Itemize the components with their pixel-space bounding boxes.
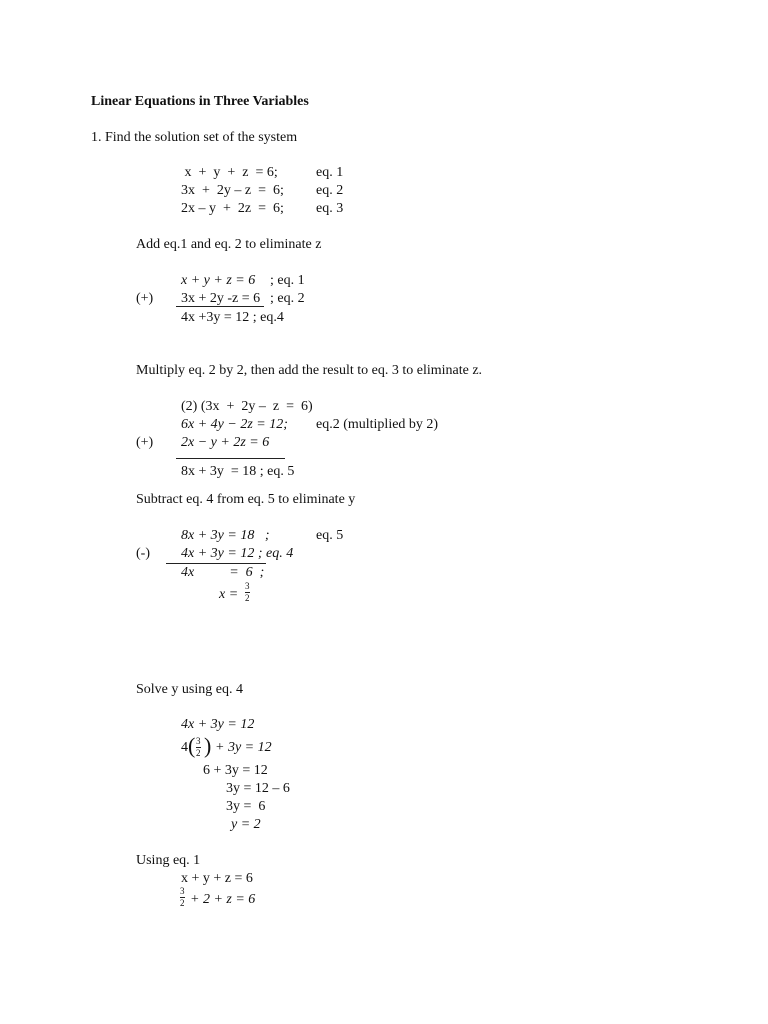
step4-line-2: + 3y = 12 <box>215 740 272 755</box>
step3-line-3: 4x = 6 ; <box>181 565 265 580</box>
step2-note: eq.2 (multiplied by 2) <box>316 417 439 432</box>
step4-line-1: 4x + 3y = 12 <box>181 717 255 732</box>
system-eq-3-tag: eq. 3 <box>316 201 344 216</box>
page-title: Linear Equations in Three Variables <box>91 94 309 109</box>
step5-instruction: Using eq. 1 <box>136 853 201 868</box>
step1-line-2-tag: ; eq. 2 <box>270 291 305 306</box>
step3-line-1-tag: eq. 5 <box>316 528 344 543</box>
step1-instruction: Add eq.1 and eq. 2 to eliminate z <box>136 237 322 252</box>
step4-line-6: y = 2 <box>231 817 261 832</box>
step5-fraction <box>180 887 185 908</box>
system-eq-2-tag: eq. 2 <box>316 183 344 198</box>
step4-line-3: 6 + 3y = 12 <box>203 763 268 778</box>
problem-statement: 1. Find the solution set of the system <box>91 130 298 145</box>
fraction-numerator: 3 <box>245 581 250 591</box>
system-eq-1-tag: eq. 1 <box>316 165 344 180</box>
fraction-numerator: 3 <box>196 736 201 746</box>
step2-sum-rule <box>176 458 285 459</box>
system-eq-2: 3x + 2y – z = 6; <box>181 183 284 198</box>
step4-line-5: 3y = 6 <box>226 799 266 814</box>
fraction-denominator: 2 <box>180 898 185 908</box>
left-paren: ( <box>188 733 196 758</box>
step3-operator: (-) <box>136 546 150 561</box>
step3-result-lhs: x = <box>219 587 239 602</box>
step2-result: 8x + 3y = 18 ; eq. 5 <box>181 464 295 479</box>
step5-line-1: x + y + z = 6 <box>181 871 253 886</box>
system-eq-1: x + y + z = 6; <box>181 165 278 180</box>
system-eq-3: 2x – y + 2z = 6; <box>181 201 284 216</box>
right-paren: ) <box>204 733 212 758</box>
step3-line-1: 8x + 3y = 18 ; <box>181 528 270 543</box>
step1-operator: (+) <box>136 291 154 306</box>
step4-coefficient: 4 <box>181 740 188 755</box>
step3-instruction: Subtract eq. 4 from eq. 5 to eliminate y <box>136 492 356 507</box>
step1-line-2: 3x + 2y -z = 6 <box>181 291 261 306</box>
fraction-denominator: 2 <box>196 748 201 758</box>
step4-instruction: Solve y using eq. 4 <box>136 682 243 697</box>
step3-result-fraction <box>245 582 250 603</box>
step1-result: 4x +3y = 12 ; eq.4 <box>181 310 284 325</box>
fraction-denominator: 2 <box>245 593 250 603</box>
step1-line-1: x + y + z = 6 <box>181 273 256 288</box>
fraction-numerator: 3 <box>180 886 185 896</box>
step1-sum-rule <box>176 306 264 307</box>
step4-fraction <box>196 737 201 758</box>
step2-instruction: Multiply eq. 2 by 2, then add the result to eq. 3 to eliminate z. <box>136 363 483 378</box>
step2-operator: (+) <box>136 435 154 450</box>
step2-line-2: 6x + 4y − 2z = 12; <box>181 417 288 432</box>
step2-line-1: (2) (3x + 2y – z = 6) <box>181 399 313 414</box>
step2-line-3: 2x − y + 2z = 6 <box>181 435 270 450</box>
step3-line-2: 4x + 3y = 12 ; eq. 4 <box>181 546 294 561</box>
step3-diff-rule <box>166 563 266 564</box>
step4-line-4: 3y = 12 – 6 <box>226 781 290 796</box>
step5-line-2: + 2 + z = 6 <box>190 892 256 907</box>
step1-line-1-tag: ; eq. 1 <box>270 273 305 288</box>
